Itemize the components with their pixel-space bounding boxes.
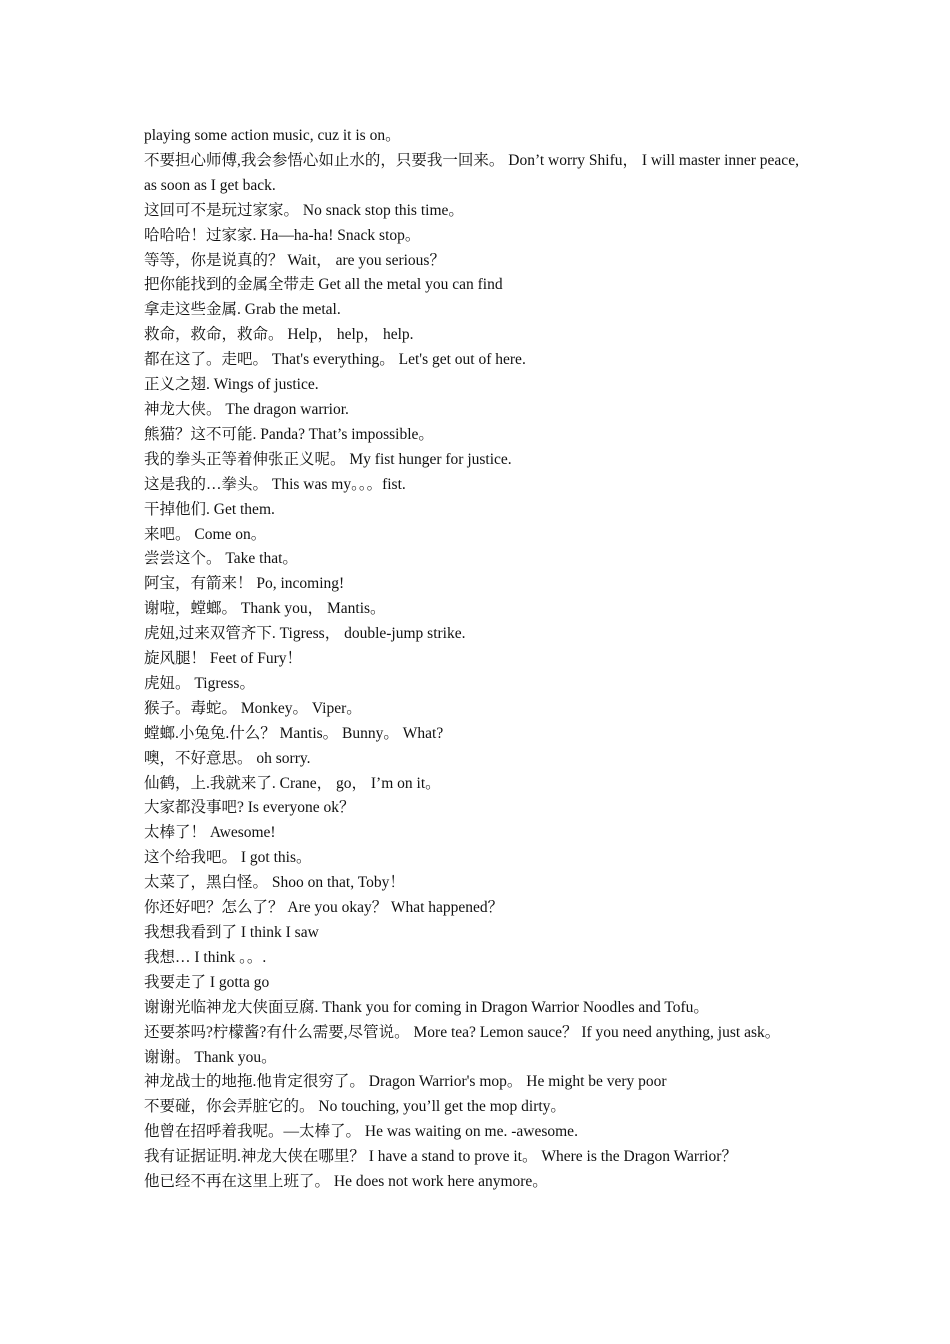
text-line: 我想我看到了 I think I saw — [144, 924, 319, 941]
document-body — [144, 124, 810, 1195]
text-line: 熊猫？这不可能. Panda? That’s impossible。 — [144, 425, 434, 443]
text-line: 谢谢光临神龙大侠面豆腐. Thank you for coming in Dragon Warrior Noodles and Tofu。 — [144, 998, 709, 1016]
text-line: 神龙战士的地拖.他肯定很穷了。 Dragon Warrior's mop。 He might be very poor — [144, 1073, 667, 1091]
text-line: 尝尝这个。 Take that。 — [144, 550, 298, 568]
text-line: 虎妞,过来双管齐下. Tigress， double-jump strike. — [144, 625, 466, 643]
text-line: 太棒了！ Awesome! — [144, 824, 276, 842]
text-line: 我想… I think 。。. — [144, 948, 267, 966]
text-line: 等等，你是说真的？ Wait， are you serious？ — [144, 251, 445, 269]
text-line: 他已经不再在这里上班了。 He does not work here anymore。 — [144, 1173, 548, 1191]
text-line: 正义之翅. Wings of justice. — [144, 376, 319, 394]
text-line: 螳螂.小兔兔.什么？ Mantis。 Bunny。 What? — [144, 724, 444, 742]
text-line: 旋风腿！ Feet of Fury！ — [144, 650, 303, 668]
text-line: 不要担心师傅,我会参悟心如止水的，只要我一回来。 Don’t worry Shifu， I will master inner peace, as soon as I get back. — [144, 151, 799, 194]
text-line: 我要走了 I gotta go — [144, 973, 270, 991]
text-line: 阿宝，有箭来！ Po, incoming! — [144, 575, 345, 593]
text-line: 仙鹤，上.我就来了. Crane， go， I’m on it。 — [144, 774, 441, 792]
text-line: 虎妞。 Tigress。 — [144, 674, 255, 692]
text-line: 救命，救命，救命。 Help， help， help. — [144, 326, 414, 344]
text-line: 都在这了。走吧。 That's everything。 Let's get out of here. — [144, 351, 526, 369]
text-line: 我有证据证明.神龙大侠在哪里？ I have a stand to prove it。 Where is the Dragon Warrior？ — [144, 1148, 737, 1166]
text-line: 谢啦，螳螂。 Thank you， Mantis。 — [144, 600, 386, 618]
text-line: 噢，不好意思。 oh sorry. — [144, 749, 311, 767]
text-line: 来吧。 Come on。 — [144, 525, 267, 543]
text-line: 不要碰，你会弄脏它的。 No touching, you’ll get the mop dirty。 — [144, 1098, 566, 1116]
text-line: 把你能找到的金属全带走 Get all the metal you can find — [144, 276, 503, 294]
text-line: 神龙大侠。 The dragon warrior. — [144, 400, 349, 418]
text-line: 太菜了，黑白怪。 Shoo on that, Toby！ — [144, 874, 405, 892]
text-line: 谢谢。 Thank you。 — [144, 1048, 277, 1066]
text-line: 大家都没事吧? Is everyone ok？ — [144, 799, 355, 817]
text-line: 这个给我吧。 I got this。 — [144, 849, 312, 867]
text-line: 这是我的…拳头。 This was my。。。fist. — [144, 475, 406, 493]
text-line: playing some action music, cuz it is on。 — [144, 127, 401, 144]
text-line: 他曾在招呼着我呢。—太棒了。 He was waiting on me. -awesome. — [144, 1123, 578, 1141]
text-line: 你还好吧？怎么了？ Are you okay？ What happened？ — [144, 899, 504, 917]
text-line: 猴子。毒蛇。 Monkey。 Viper。 — [144, 699, 362, 717]
text-line: 这回可不是玩过家家。 No snack stop this time。 — [144, 201, 464, 219]
text-line: 我的拳头正等着伸张正义呢。 My fist hunger for justice. — [144, 450, 512, 468]
text-line: 还要茶吗?柠檬酱?有什么需要,尽管说。 More tea? Lemon sauce？ If you need anything, just ask。 — [144, 1023, 781, 1041]
text-line: 哈哈哈！过家家. Ha—ha-ha! Snack stop。 — [144, 226, 421, 244]
text-line: 干掉他们. Get them. — [144, 500, 275, 518]
text-line: 拿走这些金属. Grab the metal. — [144, 301, 341, 319]
